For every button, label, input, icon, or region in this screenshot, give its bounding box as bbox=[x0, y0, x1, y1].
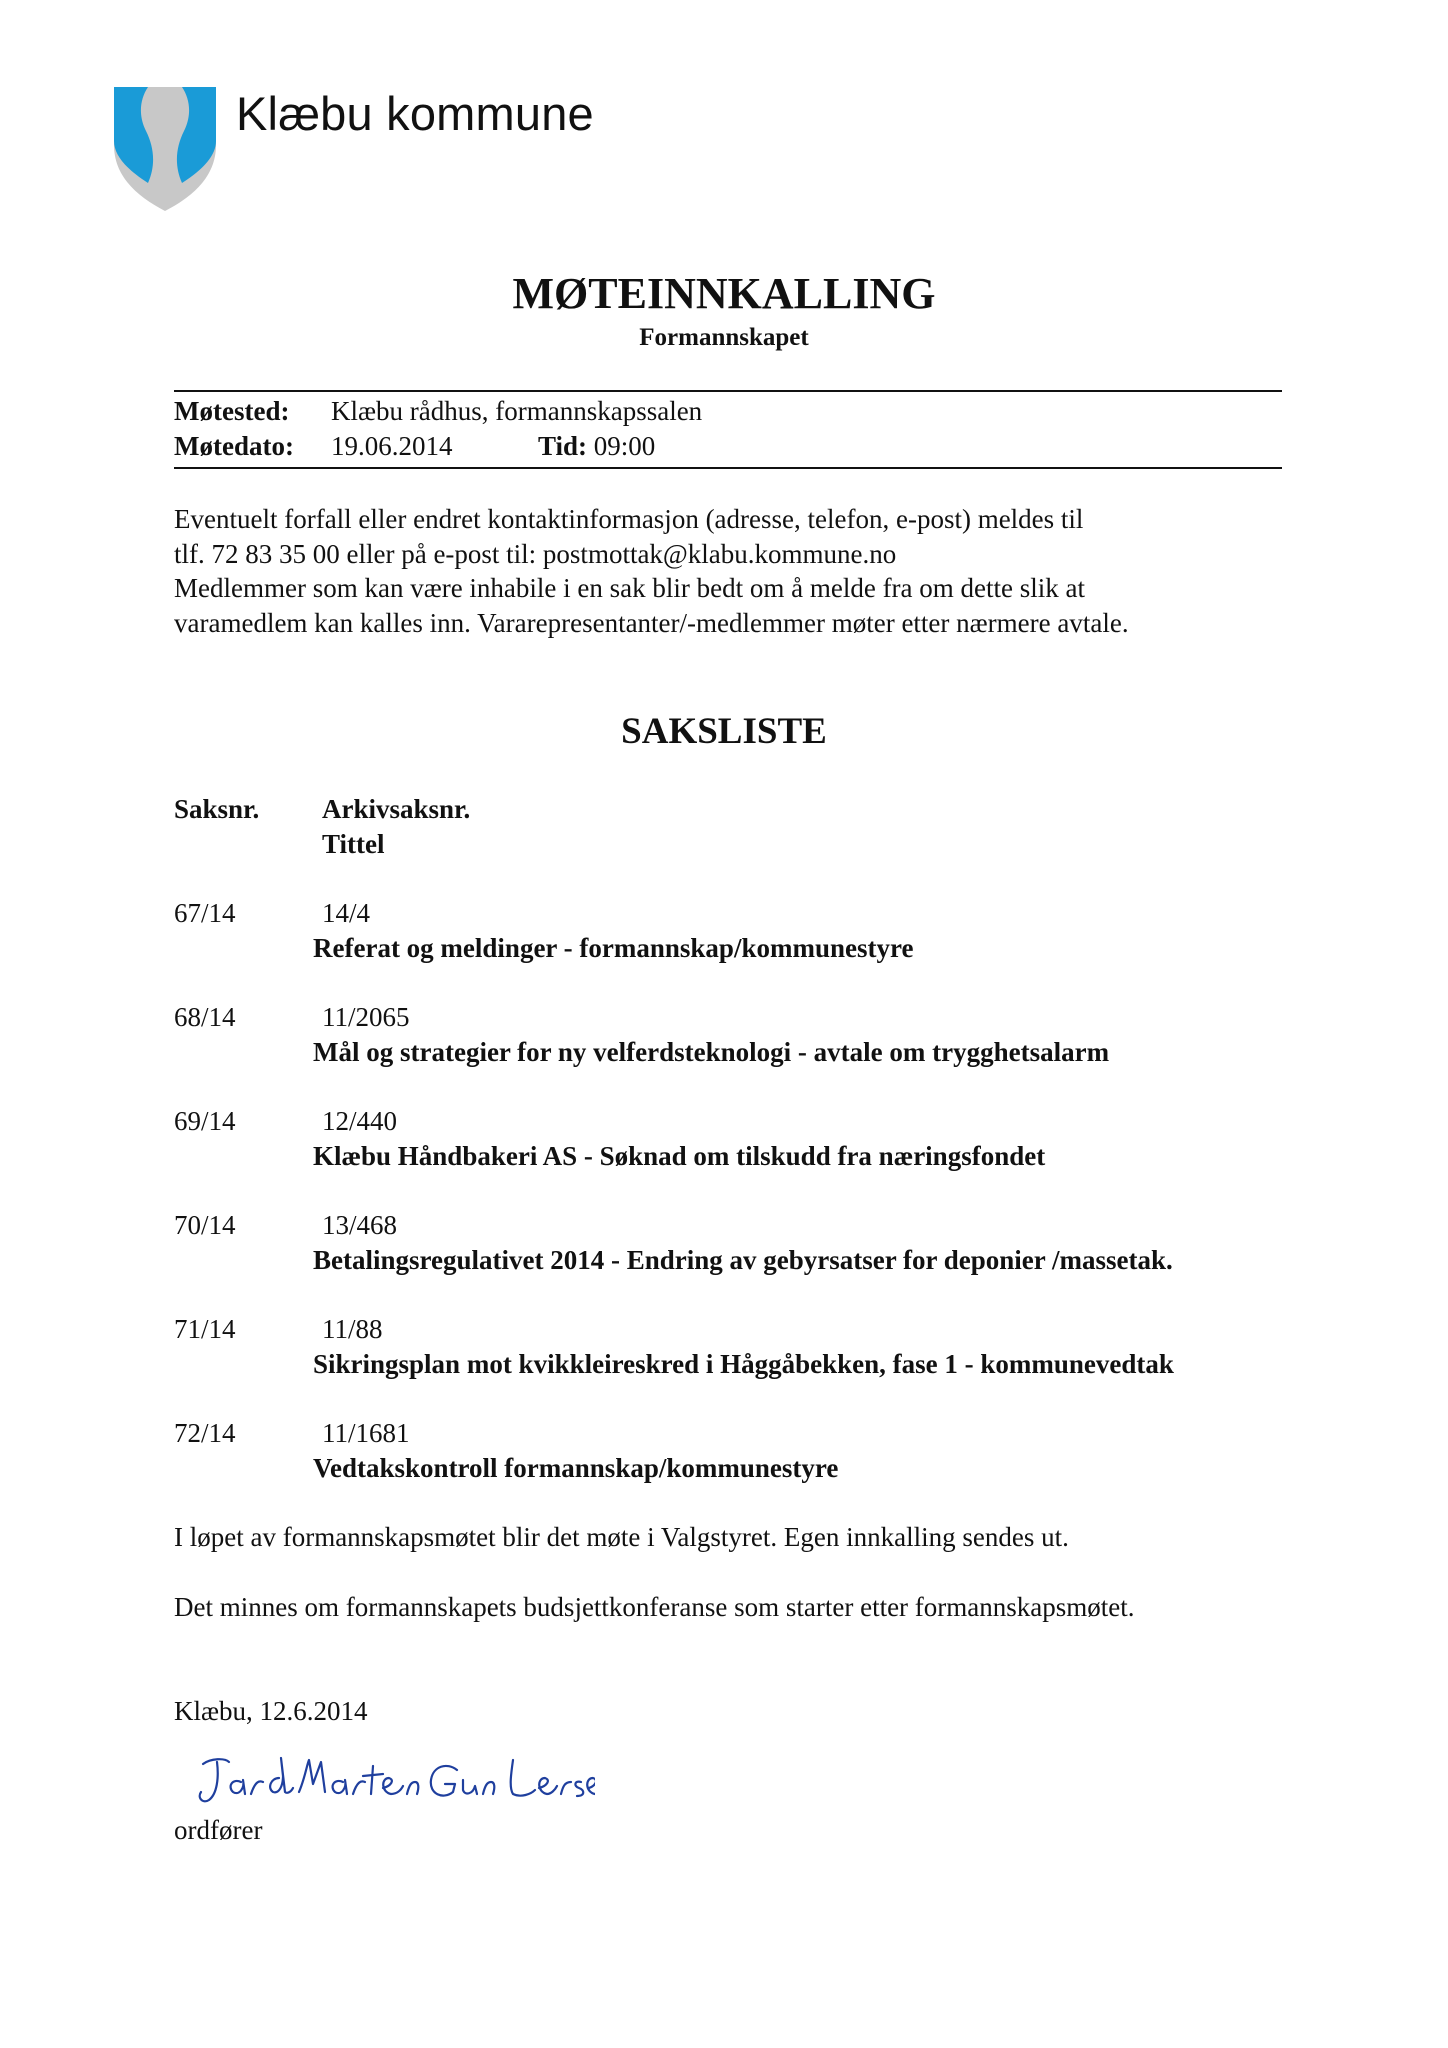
agenda-item-title: Betalingsregulativet 2014 - Endring av gebyrsatser for deponier /massetak. bbox=[313, 1245, 1173, 1275]
agenda-item-arkivsaksnr: 11/1681 bbox=[322, 1418, 410, 1448]
agenda-item-title: Vedtakskontroll formannskap/kommunestyre bbox=[313, 1453, 839, 1483]
place-and-date: Klæbu, 12.6.2014 bbox=[174, 1696, 368, 1726]
notice-line: tlf. 72 83 35 00 eller på e-post til: postmottak@klabu.kommune.no bbox=[174, 538, 897, 569]
agenda-item-arkivsaksnr: 14/4 bbox=[322, 898, 371, 928]
agenda-item-arkivsaksnr: 12/440 bbox=[322, 1106, 398, 1136]
col-header-arkivsaksnr: Arkivsaksnr. bbox=[322, 794, 471, 824]
col-header-tittel: Tittel bbox=[322, 829, 385, 859]
handwritten-signature bbox=[195, 1748, 595, 1818]
municipality-coat-of-arms-logo bbox=[112, 85, 218, 213]
agenda-item-title: Klæbu Håndbakeri AS - Søknad om tilskudd fra næringsfondet bbox=[313, 1141, 1046, 1171]
top-divider bbox=[174, 390, 1282, 392]
agenda-item-saksnr: 72/14 bbox=[174, 1418, 236, 1448]
budget-conference-note: Det minnes om formannskapets budsjettkonferanse som starter etter formannskapsmøtet. bbox=[174, 1592, 1135, 1622]
agenda-item-arkivsaksnr: 13/468 bbox=[322, 1210, 398, 1240]
document-title: MØTEINNKALLING bbox=[512, 269, 936, 318]
notice-line: Medlemmer som kan være inhabile i en sak blir bedt om å melde fra om dette slik at bbox=[174, 573, 1085, 603]
valgstyret-note: I løpet av formannskapsmøtet blir det møte i Valgstyret. Egen innkalling sendes ut. bbox=[174, 1522, 1069, 1552]
meeting-date-label: Møtedato: bbox=[174, 431, 294, 461]
col-header-saksnr: Saksnr. bbox=[174, 794, 260, 824]
notice-paragraph bbox=[174, 502, 1284, 640]
meeting-date-value: 19.06.2014 bbox=[331, 431, 453, 461]
notice-line: varamedlem kan kalles inn. Vararepresentanter/-medlemmer møter etter nærmere avtale. bbox=[174, 607, 1129, 638]
notice-line: Eventuelt forfall eller endret kontaktinformasjon (adresse, telefon, e-post) meldes til bbox=[174, 504, 1084, 534]
agenda-item-arkivsaksnr: 11/2065 bbox=[322, 1002, 410, 1032]
agenda-item-saksnr: 68/14 bbox=[174, 1002, 236, 1032]
agenda-item-saksnr: 67/14 bbox=[174, 898, 236, 928]
document-subtitle: Formannskapet bbox=[639, 324, 809, 351]
municipality-name: Klæbu kommune bbox=[236, 87, 594, 140]
agenda-item-saksnr: 69/14 bbox=[174, 1106, 236, 1136]
meeting-time: Tid: 09:00 bbox=[538, 431, 656, 461]
signatory-role: ordfører bbox=[174, 1815, 263, 1845]
meeting-place-value: Klæbu rådhus, formannskapssalen bbox=[331, 396, 703, 426]
agenda-item-title: Referat og meldinger - formannskap/kommunestyre bbox=[313, 933, 914, 963]
agenda-item-title: Mål og strategier for ny velferdsteknologi - avtale om trygghetsalarm bbox=[313, 1037, 1110, 1067]
agenda-item-arkivsaksnr: 11/88 bbox=[322, 1314, 383, 1344]
agenda-item-saksnr: 71/14 bbox=[174, 1314, 236, 1344]
bottom-divider bbox=[174, 467, 1282, 469]
agenda-item-saksnr: 70/14 bbox=[174, 1210, 236, 1240]
meeting-place-label: Møtested: bbox=[174, 396, 290, 426]
agenda-title: SAKSLISTE bbox=[621, 711, 827, 752]
agenda-item-title: Sikringsplan mot kvikkleireskred i Håggåbekken, fase 1 - kommunevedtak bbox=[313, 1349, 1174, 1379]
